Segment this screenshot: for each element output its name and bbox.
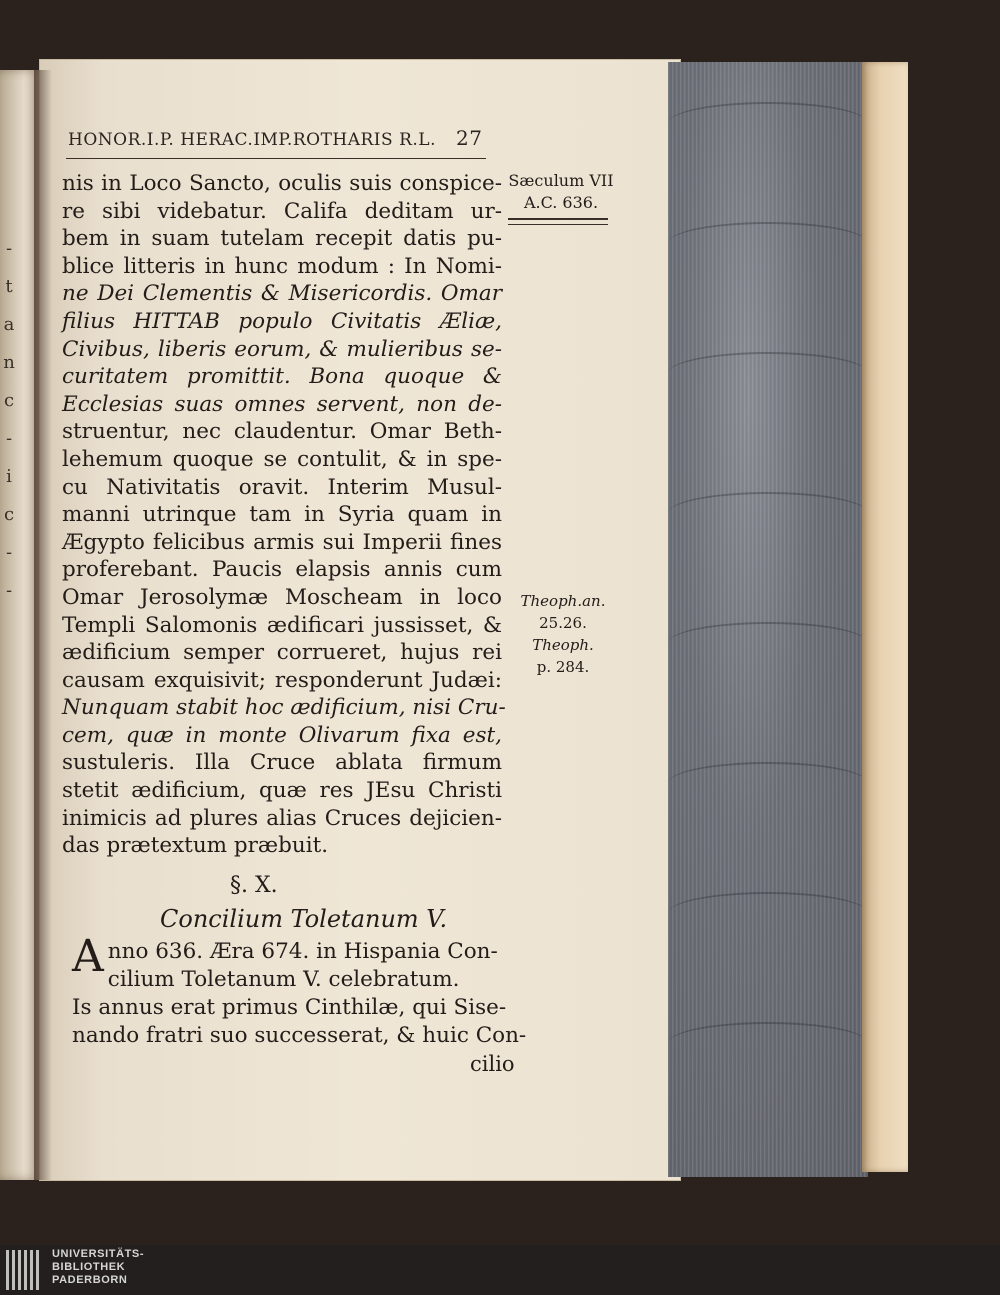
left-fragment: - [5, 428, 13, 449]
library-name [52, 1248, 144, 1287]
catchword: cilio [470, 1052, 515, 1076]
section-text-block [72, 931, 527, 1050]
text-line: Is annus erat primus Cinthilæ, qui Sise- [72, 995, 507, 1020]
text-line: inimicis ad plures alias Cruces dejicien- [62, 805, 502, 831]
citation-line: p. 284. [536, 658, 590, 676]
text-line: re sibi videbatur. Califa deditam ur- [62, 198, 502, 224]
margin-citation [508, 590, 618, 678]
text-line: blice litteris in hunc modum : In Nomi- [62, 253, 502, 279]
main-text-block [62, 170, 506, 860]
citation-line: 25.26. [539, 614, 587, 632]
text-line: Nunquam stabit hoc ædificium, nisi Cru- [62, 695, 506, 721]
text-line: lehemum quoque se contulit, & in spe- [62, 446, 502, 472]
left-fragment: c [3, 504, 15, 525]
library-footer [0, 1245, 1000, 1295]
text-line: proferebant. Paucis elapsis annis cum [62, 557, 502, 583]
left-fragment: - [5, 580, 13, 601]
page-number: 27 [456, 126, 483, 150]
library-name-line: UNIVERSITÄTS- [52, 1248, 145, 1260]
margin-era-year: A.C. 636. [523, 193, 599, 212]
margin-rule-thin [508, 224, 608, 225]
margin-era [506, 170, 616, 214]
left-fragment: - [5, 542, 13, 563]
left-fragment: a [3, 314, 15, 335]
text-line: Templi Salomonis ædificari jussisset, & [62, 612, 502, 638]
text-line: ædificium semper corrueret, hujus rei [62, 640, 502, 666]
text-line: bem in suam tutelam recepit datis pu- [62, 226, 502, 252]
running-title: HONOR.I.P. HERAC.IMP.ROTHARIS R.L. [68, 130, 436, 150]
text-line: das prætextum præbuit. [62, 833, 329, 859]
text-line: Omar Jerosolymæ Moscheam in loco [62, 584, 502, 610]
left-fragment: - [5, 238, 13, 259]
text-line: curitatem promittit. Bona quoque & [62, 364, 502, 390]
text-line: Ægypto felicibus armis sui Imperii fines [62, 529, 502, 555]
text-line: cem, quæ in monte Olivarum fixa est, [62, 722, 502, 748]
book-cover-edge [862, 62, 908, 1172]
text-line: filius HITTAB populo Civitatis Æliæ, [62, 308, 502, 334]
drop-cap: A [72, 931, 104, 982]
text-line: cilium Toletanum V. celebratum. [107, 967, 460, 992]
text-line: Civibus, liberis eorum, & mulieribus se- [62, 336, 502, 362]
left-fragment: i [6, 466, 12, 487]
text-line: nando fratri suo successerat, & huic Con- [72, 1023, 527, 1048]
gutter-shadow [34, 70, 52, 1180]
text-line: struentur, nec claudentur. Omar Beth- [62, 419, 502, 445]
text-line: causam exquisivit; responderunt Judæi: [62, 667, 502, 693]
text-line: Ecclesias suas omnes servent, non de- [62, 391, 502, 417]
margin-era-century: Sæculum VII [508, 171, 614, 190]
text-line: sustuleris. Illa Cruce ablata firmum [62, 750, 502, 776]
margin-rule [508, 218, 608, 220]
left-page-text-fragments [2, 230, 16, 610]
citation-line: Theoph.an. [520, 592, 606, 610]
text-line: cu Nativitatis oravit. Interim Musul- [62, 474, 502, 500]
library-logo-icon [6, 1250, 44, 1290]
left-fragment: t [5, 276, 13, 297]
header-rule [66, 158, 486, 159]
text-line: nno 636. Æra 674. in Hispania Con- [107, 939, 498, 964]
text-line: ne Dei Clementis & Misericordis. Omar [62, 281, 502, 307]
citation-line: Theoph. [532, 636, 594, 654]
section-title: Concilium Toletanum V. [160, 905, 448, 933]
marbled-fore-edge [668, 62, 868, 1177]
library-name-line: PADERBORN [52, 1274, 128, 1286]
running-head [68, 126, 498, 150]
text-line: nis in Loco Sancto, oculis suis conspice- [62, 171, 502, 196]
section-number: §. X. [230, 873, 278, 898]
library-name-line: BIBLIOTHEK [52, 1261, 126, 1273]
left-fragment: n [3, 352, 15, 373]
text-line: manni utrinque tam in Syria quam in [62, 502, 502, 528]
left-fragment: c [3, 390, 15, 411]
text-line: stetit ædificium, quæ res JEsu Christi [62, 778, 502, 804]
